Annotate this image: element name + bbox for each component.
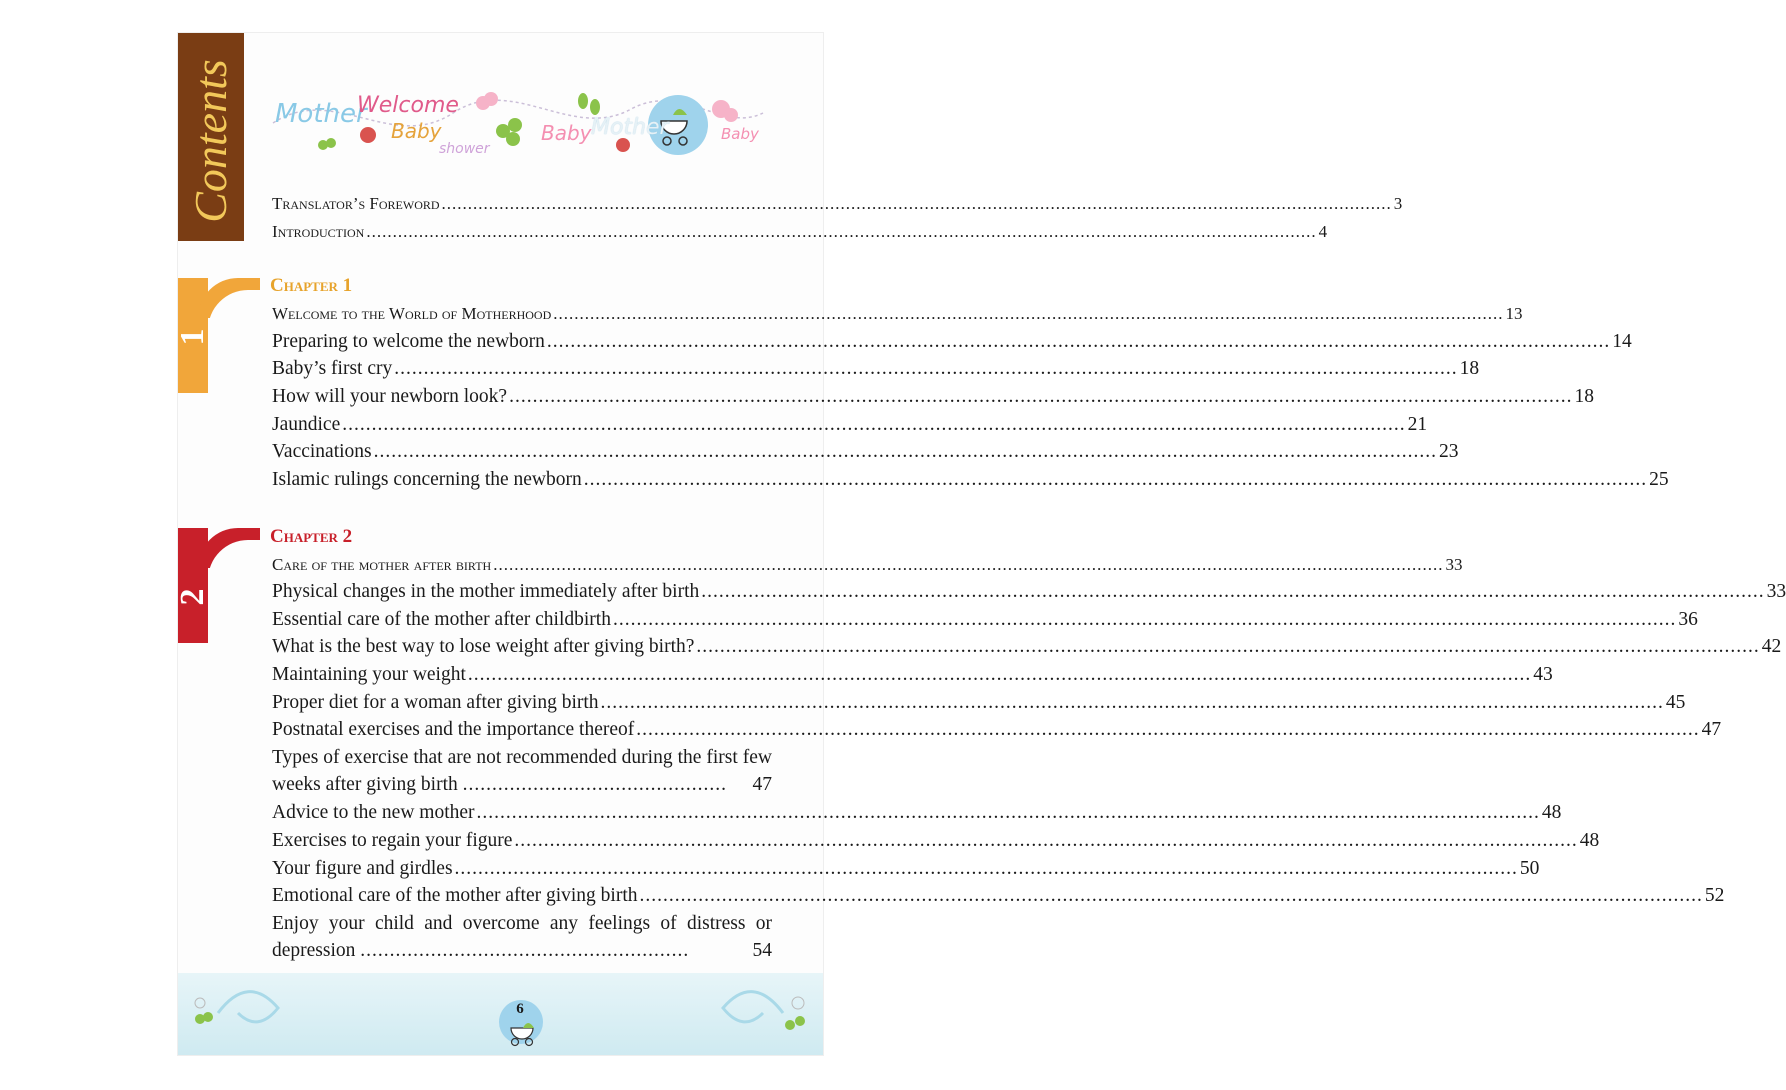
toc-entry-title: Vaccinations — [272, 441, 372, 462]
toc-page-number: 33 — [1766, 581, 1786, 602]
toc-entry-title: Welcome to the World of Motherhood — [272, 304, 552, 323]
leader-dots: ........................................................ — [360, 940, 690, 961]
toc-entry-title: Baby’s first cry — [272, 358, 393, 379]
toc-entry-title: Introduction — [272, 222, 365, 241]
toc-page-number: 25 — [1649, 469, 1669, 490]
toc-entry[interactable] — [272, 689, 1686, 716]
leader-dots — [493, 551, 1443, 578]
toc-entry-title: Translator’s Foreword — [272, 194, 440, 213]
toc-entry-title: Your figure and girdles — [272, 858, 453, 879]
toc-entry[interactable] — [272, 578, 1786, 605]
toc-entry-title: Emotional care of the mother after giving birth — [272, 885, 638, 906]
toc-page-number: 54 — [752, 940, 772, 961]
toc-entry[interactable] — [272, 799, 1562, 826]
contents-title: Contents — [185, 59, 236, 223]
leader-dots — [613, 606, 1676, 633]
toc-entry[interactable] — [272, 190, 1403, 217]
toc-entry-title: Types of exercise that are not recommended during the first few weeks after giving birth — [272, 747, 772, 795]
banner-word: Welcome — [357, 93, 459, 118]
toc-entry-wrapped[interactable] — [272, 910, 772, 964]
leader-dots — [342, 411, 1405, 438]
toc-entry[interactable] — [272, 383, 1594, 410]
toc-page-number: 4 — [1318, 222, 1328, 241]
leader-dots — [366, 218, 1316, 245]
leader-dots: ............................................. — [462, 774, 727, 795]
chapter-label: Chapter 1 — [270, 275, 353, 296]
toc-entry-title: What is the best way to lose weight after giving birth? — [272, 636, 695, 657]
toc-page-number: 47 — [752, 774, 772, 795]
toc-entry[interactable] — [272, 661, 1553, 688]
toc-entry-title: Essential care of the mother after childbirth — [272, 609, 611, 630]
toc-page-number: 42 — [1761, 636, 1782, 657]
toc-entry[interactable] — [272, 438, 1459, 465]
leader-dots — [553, 300, 1503, 327]
toc-entry[interactable] — [272, 328, 1632, 355]
toc-page-number: 23 — [1439, 441, 1459, 462]
toc-page-number: 18 — [1574, 386, 1594, 407]
toc-page-number: 43 — [1533, 664, 1553, 685]
toc-entry-title: Enjoy your child and overcome any feelings of distress or depression — [272, 913, 772, 961]
leader-dots — [394, 355, 1457, 382]
leader-dots — [477, 799, 1540, 826]
leader-dots — [509, 383, 1572, 410]
toc-entry[interactable] — [272, 716, 1722, 743]
toc-entry[interactable] — [272, 300, 1523, 327]
leader-dots — [696, 633, 1759, 660]
toc-entry[interactable] — [272, 411, 1428, 438]
toc-page-number: 48 — [1541, 802, 1562, 823]
chapter-number: 1 — [174, 328, 211, 346]
banner-word: Mother — [275, 99, 367, 129]
chapter-1-tab — [174, 278, 260, 393]
toc-page-number: 47 — [1701, 719, 1722, 740]
leader-dots — [584, 466, 1647, 493]
toc-page-number: 21 — [1407, 414, 1428, 435]
toc-entry[interactable] — [272, 855, 1540, 882]
banner-word: Baby — [541, 121, 592, 145]
toc-entry[interactable] — [272, 606, 1698, 633]
leader-dots — [514, 827, 1577, 854]
toc-page-number: 48 — [1579, 830, 1600, 851]
banner-word: shower — [439, 141, 490, 157]
toc-page-number: 33 — [1445, 555, 1463, 574]
contents-side-tab — [178, 33, 244, 241]
toc-entry-title: Physical changes in the mother immediately after birth — [272, 581, 700, 602]
toc-entry-title: Care of the mother after birth — [272, 555, 492, 574]
toc-entry-title: Maintaining your weight — [272, 664, 466, 685]
toc-entry-title: Postnatal exercises and the importance thereof — [272, 719, 635, 740]
toc-entry-title: How will your newborn look? — [272, 386, 508, 407]
chapter-2-tab — [174, 528, 260, 643]
chapter-number: 2 — [174, 588, 211, 606]
leader-dots — [601, 689, 1664, 716]
toc-entry[interactable] — [272, 466, 1669, 493]
leader-dots — [701, 578, 1764, 605]
toc-entry-title: Jaundice — [272, 414, 341, 435]
toc-page-number: 36 — [1678, 609, 1698, 630]
banner-word: Baby — [391, 119, 442, 143]
toc-entry[interactable] — [272, 882, 1725, 909]
toc-entry[interactable] — [272, 355, 1480, 382]
leader-dots — [636, 716, 1699, 743]
toc-entry-title: Islamic rulings concerning the newborn — [272, 469, 582, 490]
toc-page-number: 18 — [1459, 358, 1480, 379]
banner-word: Mother — [591, 115, 669, 140]
leader-dots — [374, 438, 1437, 465]
leader-dots — [547, 328, 1610, 355]
banner-word: Baby — [721, 125, 759, 143]
toc-page-number: 50 — [1519, 858, 1540, 879]
leader-dots — [442, 190, 1392, 217]
baby-shower-banner — [273, 63, 763, 163]
toc-entry-title: Advice to the new mother — [272, 802, 475, 823]
toc-entry-title: Exercises to regain your figure — [272, 830, 513, 851]
page-number: 6 — [516, 1001, 524, 1017]
toc-entry[interactable] — [272, 218, 1328, 245]
leader-dots — [640, 882, 1703, 909]
leader-dots — [468, 661, 1531, 688]
toc-page-number: 3 — [1393, 194, 1403, 213]
toc-page-number: 52 — [1704, 885, 1725, 906]
chapter-label: Chapter 2 — [270, 526, 353, 547]
toc-entry[interactable] — [272, 551, 1463, 578]
toc-entry-wrapped[interactable] — [272, 744, 772, 798]
toc-entry[interactable] — [272, 633, 1782, 660]
toc-entry-title: Proper diet for a woman after giving birth — [272, 692, 599, 713]
leader-dots — [455, 855, 1518, 882]
toc-entry[interactable] — [272, 827, 1600, 854]
toc-entry-title: Preparing to welcome the newborn — [272, 331, 545, 352]
toc-page-number: 45 — [1665, 692, 1686, 713]
toc-page-number: 13 — [1505, 304, 1523, 323]
book-page — [174, 33, 1786, 1055]
toc-page-number: 14 — [1612, 331, 1632, 352]
